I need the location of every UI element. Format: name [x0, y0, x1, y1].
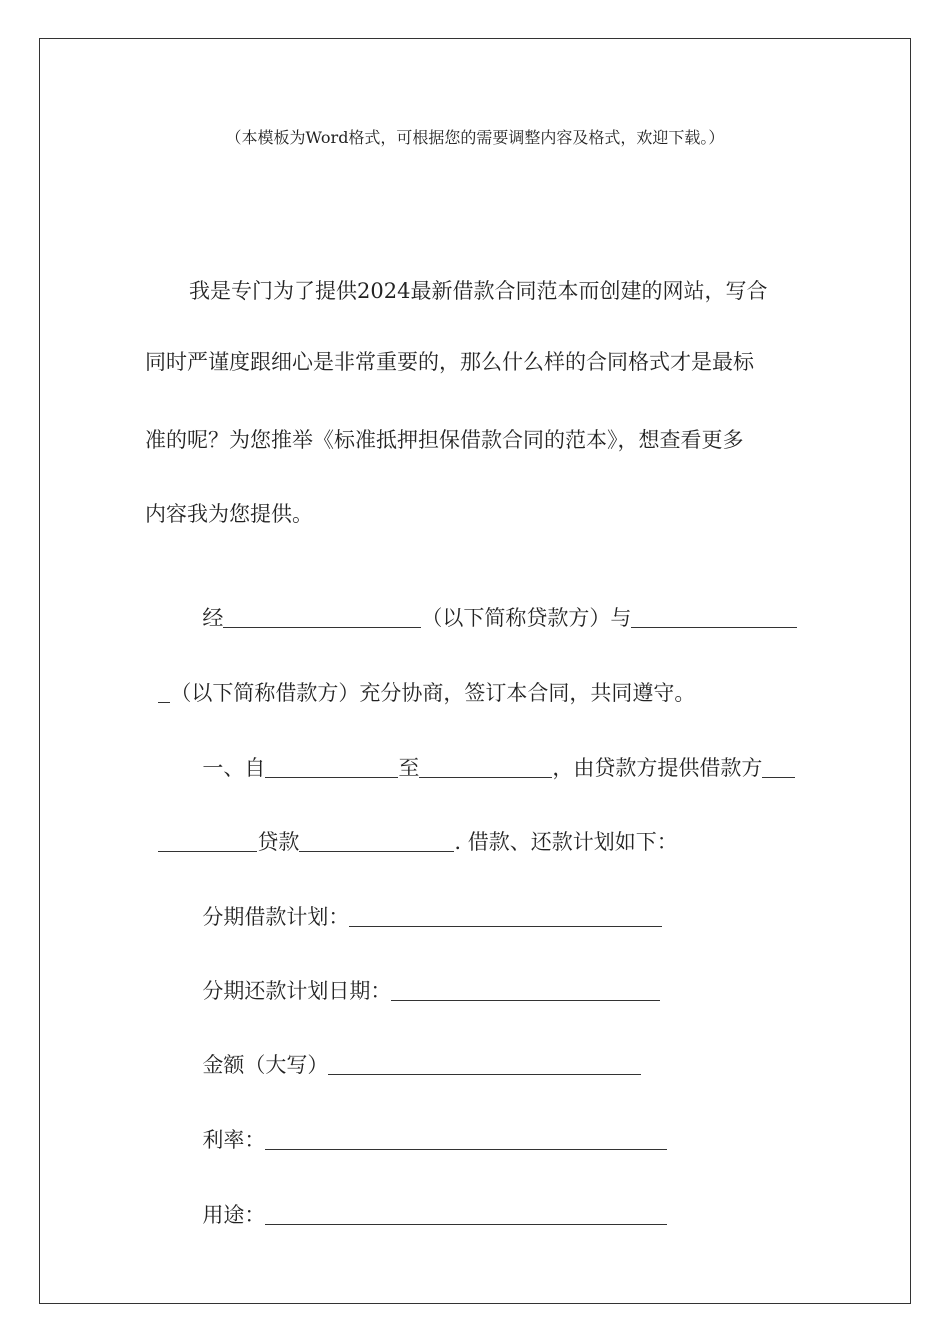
amount-label: 金额（大写）: [202, 1053, 329, 1077]
borrow-plan-row: [189, 872, 662, 932]
loan-type-blank-cont[interactable]: [158, 831, 257, 852]
rate-row: [189, 1095, 667, 1155]
repay-plan-row: [189, 946, 660, 1006]
lender-abbrev-text: （以下简称贷款方）与: [421, 606, 632, 630]
amount-row: [189, 1020, 641, 1080]
clause-1-to: 至: [398, 756, 420, 780]
purpose-row: [189, 1170, 667, 1230]
intro-line-3: 准的呢？为您推举《标准抵押担保借款合同的范本》，想查看更多: [145, 428, 744, 452]
clause-1-line-2: [145, 797, 678, 857]
start-date-blank[interactable]: [265, 757, 398, 778]
loan-amount-blank[interactable]: [299, 831, 454, 852]
parties-line-1: [189, 573, 797, 633]
borrow-plan-blank[interactable]: [349, 906, 662, 927]
lender-blank[interactable]: [223, 607, 421, 628]
clause-1-plan: . 借款、还款计划如下：: [454, 830, 678, 854]
purpose-blank[interactable]: [265, 1204, 667, 1225]
parties-line-2: [145, 648, 695, 708]
borrow-plan-label: 分期借款计划：: [202, 905, 350, 929]
borrower-blank[interactable]: [631, 607, 797, 628]
clause-1-provide: ，由贷款方提供借款方: [552, 756, 763, 780]
intro-line-4: 内容我为您提供。: [145, 502, 313, 526]
loan-type-blank[interactable]: [762, 757, 795, 778]
rate-label: 利率：: [202, 1128, 266, 1152]
borrower-abbrev-text: （以下简称借款方）充分协商，签订本合同，共同遵守。: [170, 681, 696, 705]
repay-plan-label: 分期还款计划日期：: [202, 979, 392, 1003]
intro-line-2: 同时严谨度跟细心是非常重要的，那么什么样的合同格式才是最标: [145, 350, 754, 374]
clause-1-loan: 贷款: [257, 830, 300, 854]
intro-line-1: 我是专门为了提供2024最新借款合同范本而创建的网站，写合: [189, 279, 768, 303]
rate-blank[interactable]: [265, 1129, 667, 1150]
repay-plan-blank[interactable]: [391, 980, 660, 1001]
purpose-label: 用途：: [202, 1203, 266, 1227]
end-date-blank[interactable]: [419, 757, 552, 778]
amount-blank[interactable]: [328, 1054, 641, 1075]
borrower-blank-cont[interactable]: [158, 682, 170, 703]
template-note: （本模板为Word格式，可根据您的需要调整内容及格式，欢迎下载。）: [225, 128, 725, 147]
clause-1-line-1: [189, 723, 795, 783]
parties-prefix: 经: [202, 606, 224, 630]
clause-1-prefix: 一、自: [202, 756, 266, 780]
